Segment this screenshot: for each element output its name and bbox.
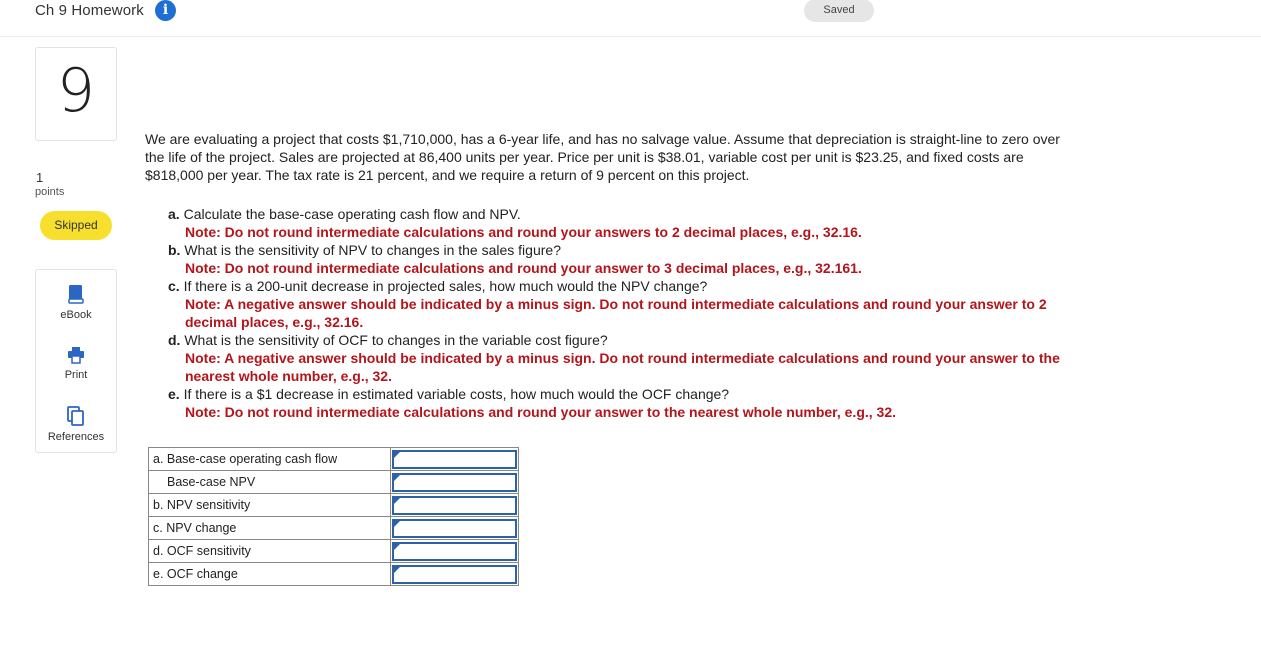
row-label: c. NPV change — [149, 517, 391, 540]
table-row — [149, 494, 519, 517]
base-case-ocf-input[interactable] — [392, 450, 517, 469]
problem-text: We are evaluating a project that costs $1,710,000, has a 6-year life, and has no salvage value. Assume that depreciation is straight-line to zero over the life of the project. Sales are projected at 86,400 units per year. Price per unit is $38.01, variable cost per unit is $23.25, and fixed costs are $818,000 per year. The tax rate is 21 percent, and we require a return of 9 percent on this project. — [145, 131, 1060, 183]
part-note: Note: Do not round intermediate calculations and round your answer to 3 decimal places, e.g., 32.161. — [185, 260, 862, 276]
row-label: a. Base-case operating cash flow — [149, 448, 391, 471]
printer-icon — [67, 346, 85, 364]
top-bar — [0, 0, 1261, 37]
npv-sensitivity-input[interactable] — [392, 496, 517, 515]
row-label: Base-case NPV — [149, 471, 391, 494]
print-button[interactable] — [36, 346, 116, 381]
saved-status-badge: Saved — [804, 0, 874, 22]
part-e — [168, 385, 1068, 421]
table-row — [149, 540, 519, 563]
part-question: If there is a 200-unit decrease in projected sales, how much would the NPV change? — [183, 278, 708, 294]
part-question: What is the sensitivity of OCF to changes in the variable cost figure? — [184, 332, 608, 348]
part-note: Note: A negative answer should be indicated by a minus sign. Do not round intermediate calculations and round your answer to 2 decimal places, e.g., 32.16. — [185, 296, 1047, 330]
references-label: References — [47, 431, 105, 443]
book-icon — [68, 284, 84, 304]
references-icon — [67, 406, 85, 426]
part-b — [168, 241, 1068, 277]
row-label: b. NPV sensitivity — [149, 494, 391, 517]
part-letter: a. — [168, 206, 180, 222]
points-value: 1 — [36, 170, 44, 185]
part-question: What is the sensitivity of NPV to changes in the sales figure? — [184, 242, 561, 258]
row-label: e. OCF change — [149, 563, 391, 586]
ocf-change-input[interactable] — [392, 565, 517, 584]
assignment-title: Ch 9 Homework — [35, 2, 144, 19]
npv-change-input[interactable] — [392, 519, 517, 538]
table-row — [149, 517, 519, 540]
table-row — [149, 448, 519, 471]
question-number-box — [35, 47, 117, 141]
part-letter: b. — [168, 242, 181, 258]
skipped-status-badge: Skipped — [40, 211, 112, 240]
part-a — [168, 205, 1068, 241]
question-parts — [168, 205, 1068, 421]
part-question: If there is a $1 decrease in estimated variable costs, how much would the OCF change? — [183, 386, 730, 402]
part-question: Calculate the base-case operating cash flow and NPV. — [183, 206, 521, 222]
base-case-npv-input[interactable] — [392, 473, 517, 492]
ocf-sensitivity-input[interactable] — [392, 542, 517, 561]
part-c — [168, 277, 1068, 331]
ebook-button[interactable] — [36, 284, 116, 321]
question-number: 9 — [56, 56, 96, 126]
print-label: Print — [64, 369, 88, 381]
ebook-label: eBook — [60, 309, 92, 321]
part-d — [168, 331, 1068, 385]
table-row — [149, 563, 519, 586]
info-icon[interactable]: i — [155, 0, 176, 21]
part-letter: d. — [168, 332, 181, 348]
part-note: Note: Do not round intermediate calculations and round your answers to 2 decimal places, e.g., 32.16. — [185, 224, 862, 240]
points-label: points — [35, 186, 65, 198]
part-note: Note: Do not round intermediate calculations and round your answer to the nearest whole number, e.g., 32. — [185, 404, 896, 420]
part-note: Note: A negative answer should be indicated by a minus sign. Do not round intermediate calculations and round your answer to the nearest whole number, e.g., 32. — [185, 350, 1060, 384]
answer-table — [148, 447, 519, 586]
row-label: d. OCF sensitivity — [149, 540, 391, 563]
tools-panel — [35, 269, 117, 453]
table-row — [149, 471, 519, 494]
problem-statement — [145, 130, 1085, 184]
part-letter: c. — [168, 278, 180, 294]
references-button[interactable] — [36, 406, 116, 443]
part-letter: e. — [168, 386, 180, 402]
